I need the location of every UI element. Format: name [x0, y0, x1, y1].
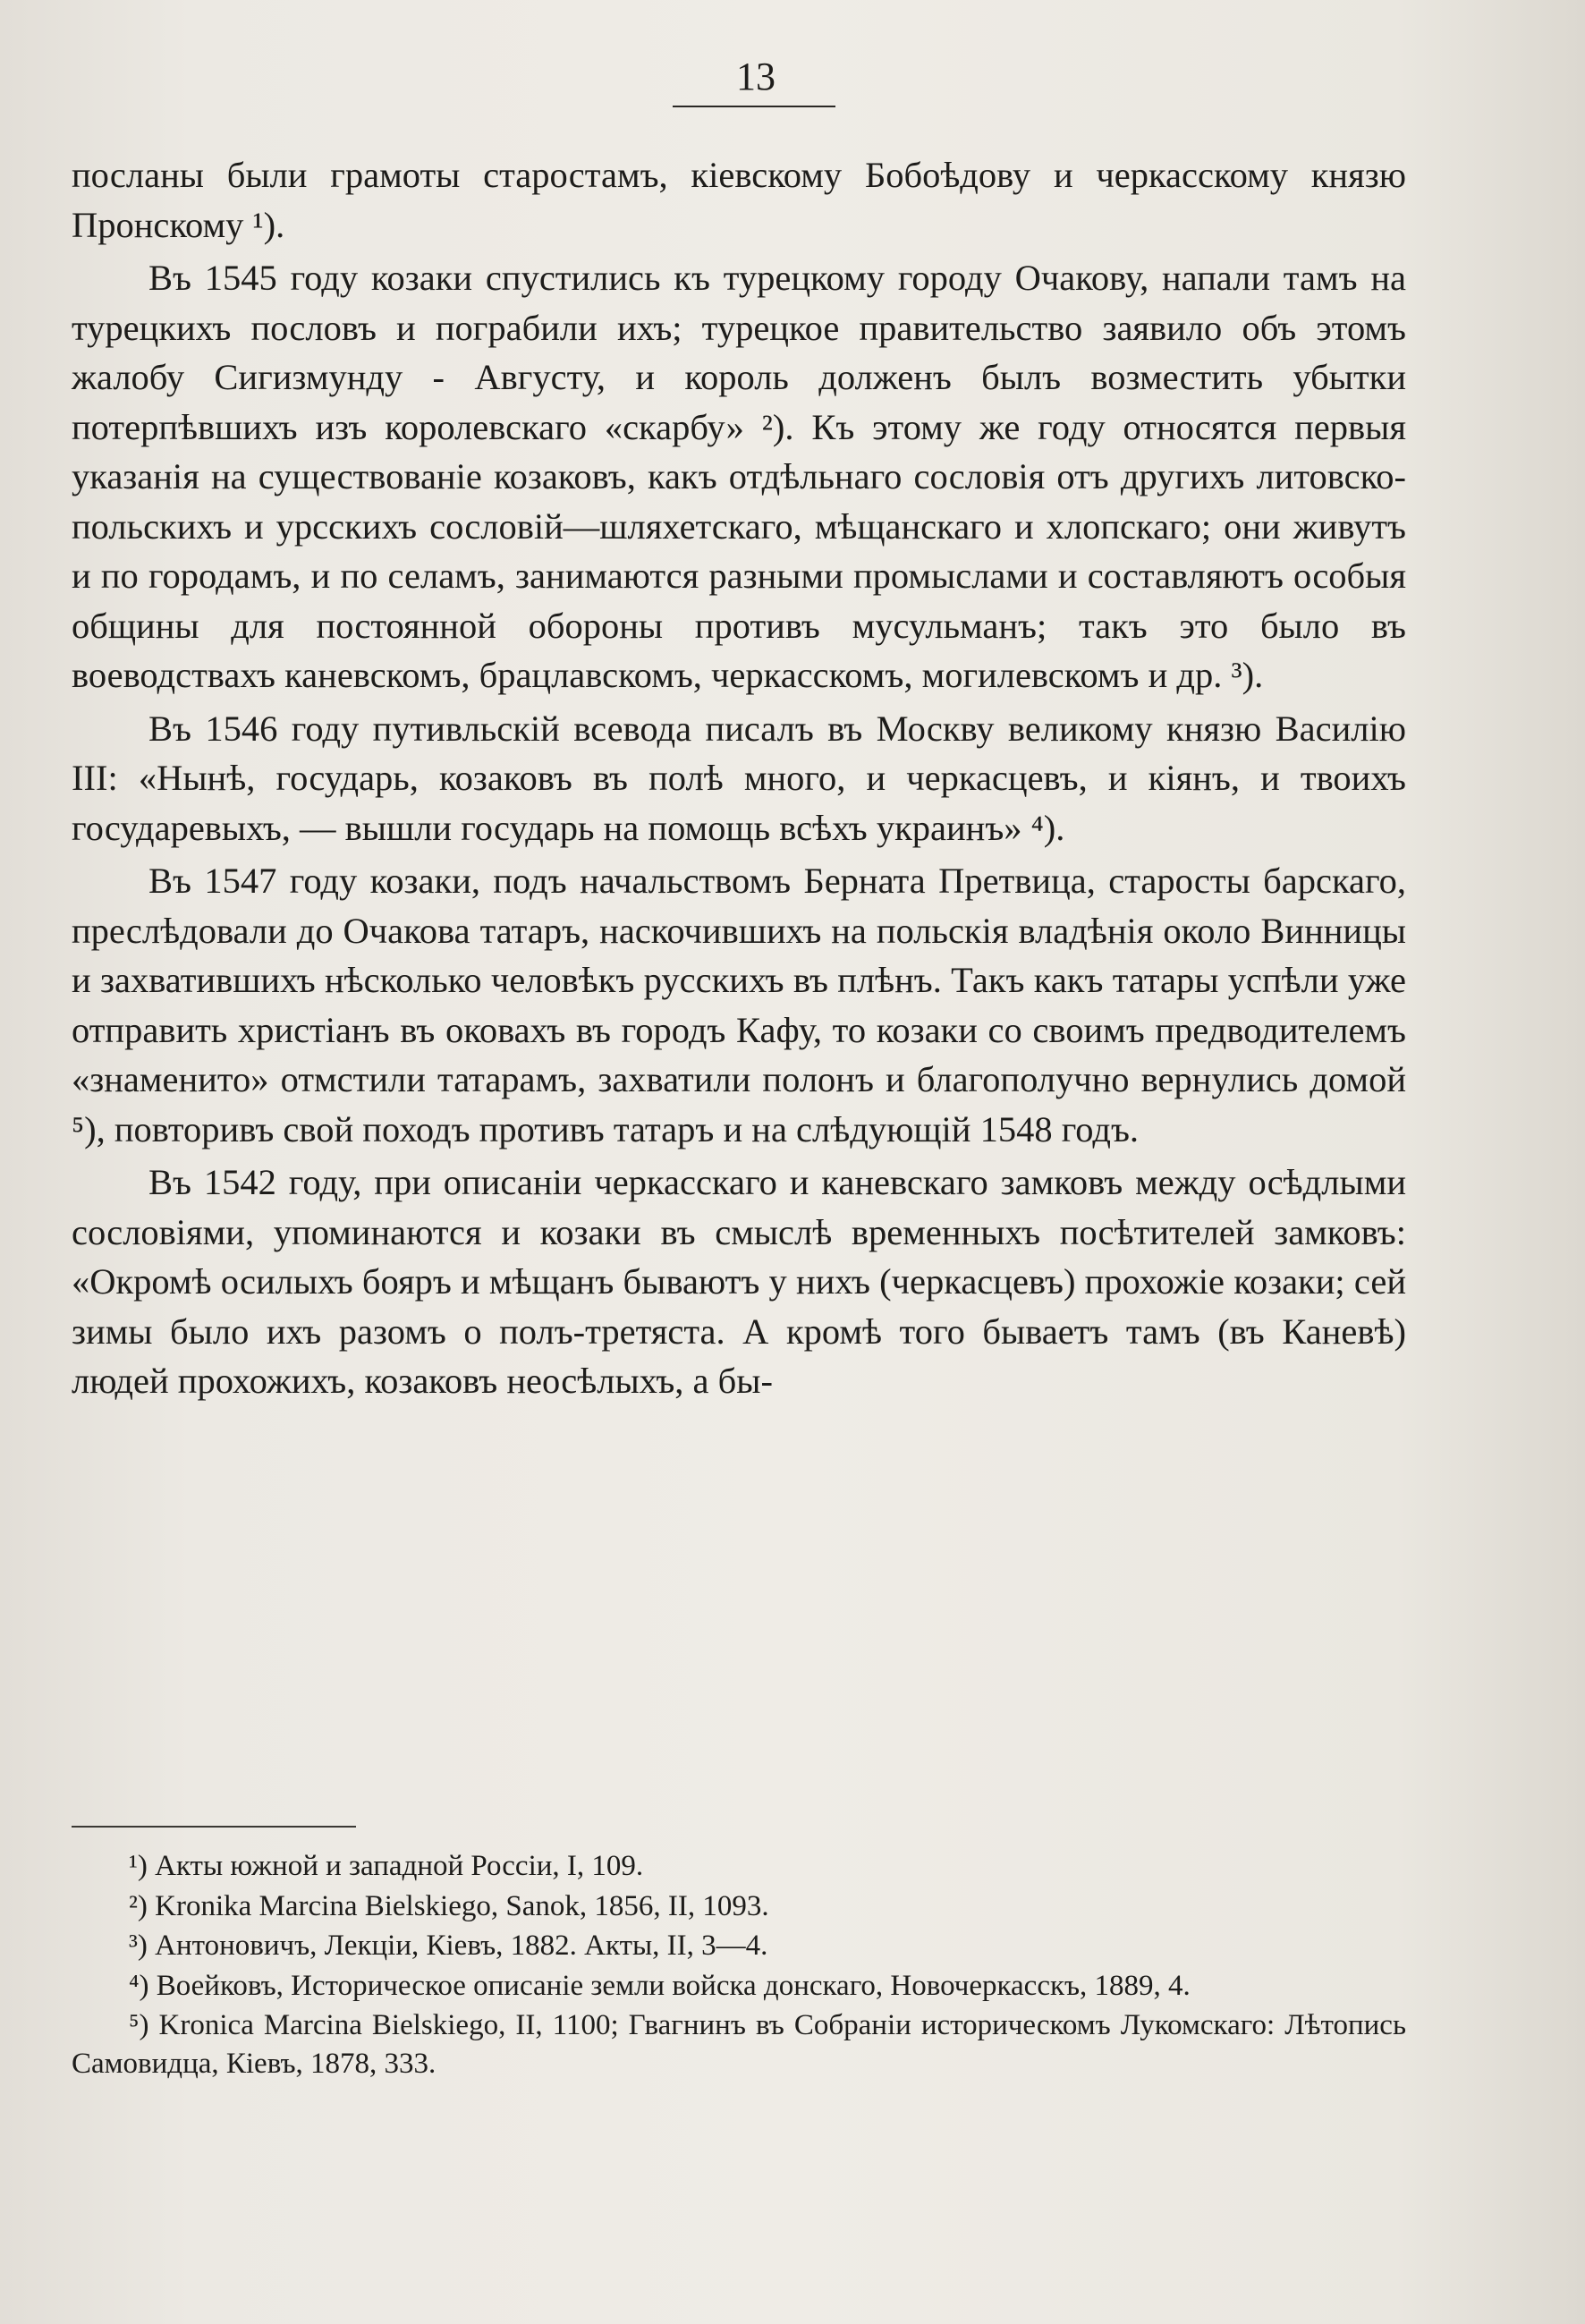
page-number-rule — [673, 106, 835, 107]
paragraph-1545: Въ 1545 году козаки спустились къ турецкому городу Очакову, напали тамъ на турецкихъ пословъ и пограбили ихъ; турецкое правительство заявило объ этомъ жалобу Сигизмунду - Августу, и король долженъ былъ возместить убытки потерпѣвшихъ изъ королевскаго «скарбу» ²). Къ этому же году относятся первыя указанія на существованіе козаковъ, какъ отдѣльнаго сословія отъ другихъ литовско-польскихъ и урсскихъ сословій—шляхетскаго, мѣщанскаго и хлопскаго; они живутъ и по городамъ, и по селамъ, занимаются разными промыслами и составляютъ особыя общины для постоянной обороны противъ мусульманъ; такъ это было въ воеводствахъ каневскомъ, брацлавскомъ, черкасскомъ, могилевскомъ и др. ³). — [72, 258, 1406, 695]
footnote-divider — [72, 1826, 356, 1828]
paragraph-1542: Въ 1542 году, при описаніи черкасскаго и каневскаго замковъ между осѣдлыми сословіями, упоминаются и козаки въ смыслѣ временныхъ посѣтителей замковъ: «Окромѣ осилыхъ бояръ и мѣщанъ бываютъ у нихъ (черкасцевъ) прохожіе козаки; сей зимы было ихъ разомъ о полъ-третяста. А кромѣ того бываетъ тамъ (въ Каневѣ) людей прохожихъ, козаковъ неосѣлыхъ, а бы- — [72, 1162, 1406, 1401]
page-number: 13 — [736, 55, 776, 98]
footnotes — [72, 1847, 1406, 2084]
paragraph-1546: Въ 1546 году путивльскій всевода писалъ въ Москву великому князю Василію III: «Нынѣ, государь, козаковъ въ полѣ много, и черкасцевъ, и кіянъ, и твоихъ государевыхъ, — вышли государь на помощь всѣхъ украинъ» ⁴). — [72, 708, 1406, 848]
body-text — [72, 150, 1406, 1410]
paragraph-1547: Въ 1547 году козаки, подъ начальствомъ Берната Претвица, старосты барскаго, преслѣдовали до Очакова татаръ, наскочившихъ на польскія владѣнія около Винницы и захватившихъ нѣсколько человѣкъ русскихъ въ плѣнъ. Такъ какъ татары успѣли уже отправить христіанъ въ оковахъ въ городъ Кафу, то козаки со своимъ предводителемъ «знаменито» отмстили татарамъ, захватили полонъ и благополучно вернулись домой ⁵), повторивъ свой походъ противъ татаръ и на слѣдующій 1548 годъ. — [72, 861, 1406, 1149]
paragraph-continuation: посланы были грамоты старостамъ, кіевскому Бобоѣдову и черкасскому князю Пронскому ¹). — [72, 155, 1406, 245]
footnote-4: ⁴) Воейковъ, Историческое описаніе земли войска донскаго, Новочеркасскъ, 1889, 4. — [129, 1969, 1191, 2002]
footnote-3: ³) Антоновичъ, Лекціи, Кіевъ, 1882. Акты, II, 3—4. — [129, 1930, 768, 1962]
footnote-2: ²) Kronika Marcina Bielskiego, Sanok, 1856, II, 1093. — [129, 1889, 769, 1922]
footnote-1: ¹) Акты южной и западной Россіи, I, 109. — [129, 1850, 644, 1882]
footnote-5: ⁵) Kronica Marcina Bielskiego, II, 1100; Гвагнинъ въ Собраніи историческомъ Лукомскаго: Лѣтопись Самовидца, Кіевъ, 1878, 333. — [72, 2009, 1406, 2080]
